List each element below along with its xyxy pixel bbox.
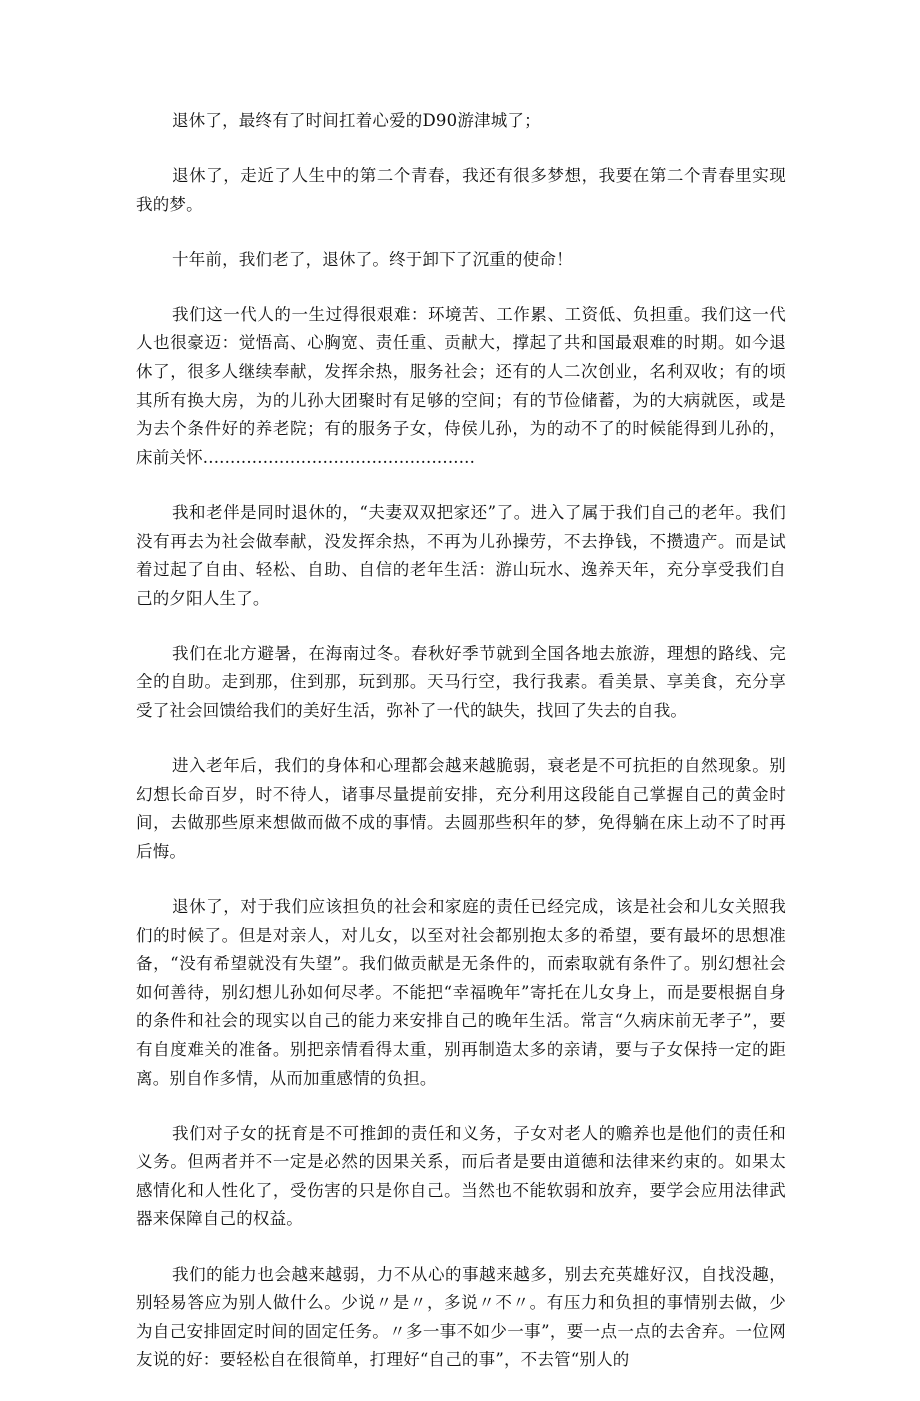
- paragraph-8: 退休了，对于我们应该担负的社会和家庭的责任已经完成，该是社会和儿女关照我们的时候了。但是对亲人，对儿女，以至对社会都别抱太多的希望，要有最坏的思想准备，“没有希望就没有失望”。我们做贡献是无条件的，而索取就有条件了。别幻想社会如何善待，别幻想儿孙如何尽孝。不能把“幸福晚年”寄托在儿女身上，而是要根据自身的条件和社会的现实以自己的能力来安排自己的晚年生活。常言“久病床前无孝子”，要有自度难关的准备。别把亲情看得太重，别再制造太多的亲请，要与子女保持一定的距离。别自作多情，从而加重感情的负担。: [136, 896, 786, 1088]
- paragraph-10: 我们的能力也会越来越弱，力不从心的事越来越多，别去充英雄好汉，自找没趣，别轻易答应为别人做什么。少说〃是〃，多说〃不〃。有压力和负担的事情别去做，少为自己安排固定时间的固定任务。〃多一事不如少一事”，要一点一点的去舍弃。一位网友说的好：要轻松自在很简单，打理好“自己的事”，不去管“别人的: [136, 1264, 786, 1370]
- paragraph-6: 我们在北方避暑，在海南过冬。春秋好季节就到全国各地去旅游，理想的路线、完全的自助。走到那，住到那，玩到那。天马行空，我行我素。看美景、享美食，充分享受了社会回馈给我们的美好生活，弥补了一代的缺失，找回了失去的自我。: [136, 643, 786, 720]
- paragraph-5: 我和老伴是同时退休的，“夫妻双双把家还”了。进入了属于我们自己的老年。我们没有再去为社会做奉献，没发挥余热，不再为儿孙操劳，不去挣钱，不攒遗产。而是试着过起了自由、轻松、自助、自信的老年生活：游山玩水、逸养天年，充分享受我们自己的夕阳人生了。: [136, 502, 786, 608]
- paragraph-4: 我们这一代人的一生过得很艰难：环境苦、工作累、工资低、负担重。我们这一代人也很豪迈：觉悟高、心胸宽、责任重、贡献大，撑起了共和国最艰难的时期。如今退休了，很多人继续奉献，发挥余热，服务社会；还有的人二次创业，名利双收；有的顷其所有换大房，为的儿孙大团聚时有足够的空间；有的节俭储蓄，为的大病就医，或是为去个条件好的养老院；有的服务子女，侍侯儿孙，为的动不了的时候能得到儿孙的，床前关怀..................................................: [136, 304, 786, 467]
- paragraph-9: 我们对子女的抚育是不可推卸的责任和义务，子女对老人的赡养也是他们的责任和义务。但两者并不一定是必然的因果关系，而后者是要由道德和法律来约束的。如果太感情化和人性化了，受伤害的只是你自己。当然也不能软弱和放弃，要学会应用法律武器来保障自己的权益。: [136, 1123, 786, 1229]
- document-body: [136, 107, 786, 1401]
- paragraph-2: 退休了，走近了人生中的第二个青春，我还有很多梦想，我要在第二个青春里实现我的梦。: [136, 166, 786, 214]
- paragraph-7: 进入老年后，我们的身体和心理都会越来越脆弱，衰老是不可抗拒的自然现象。别幻想长命百岁，时不待人，诸事尽量提前安排，充分利用这段能自己掌握自己的黄金时间，去做那些原来想做而做不成的事情。去圆那些积年的梦，免得躺在床上动不了时再后悔。: [136, 756, 786, 861]
- paragraph-3: 十年前，我们老了，退休了。终于卸下了沉重的使命！: [172, 249, 573, 269]
- paragraph-1: 退休了，最终有了时间扛着心爱的D90游津城了；: [172, 111, 541, 130]
